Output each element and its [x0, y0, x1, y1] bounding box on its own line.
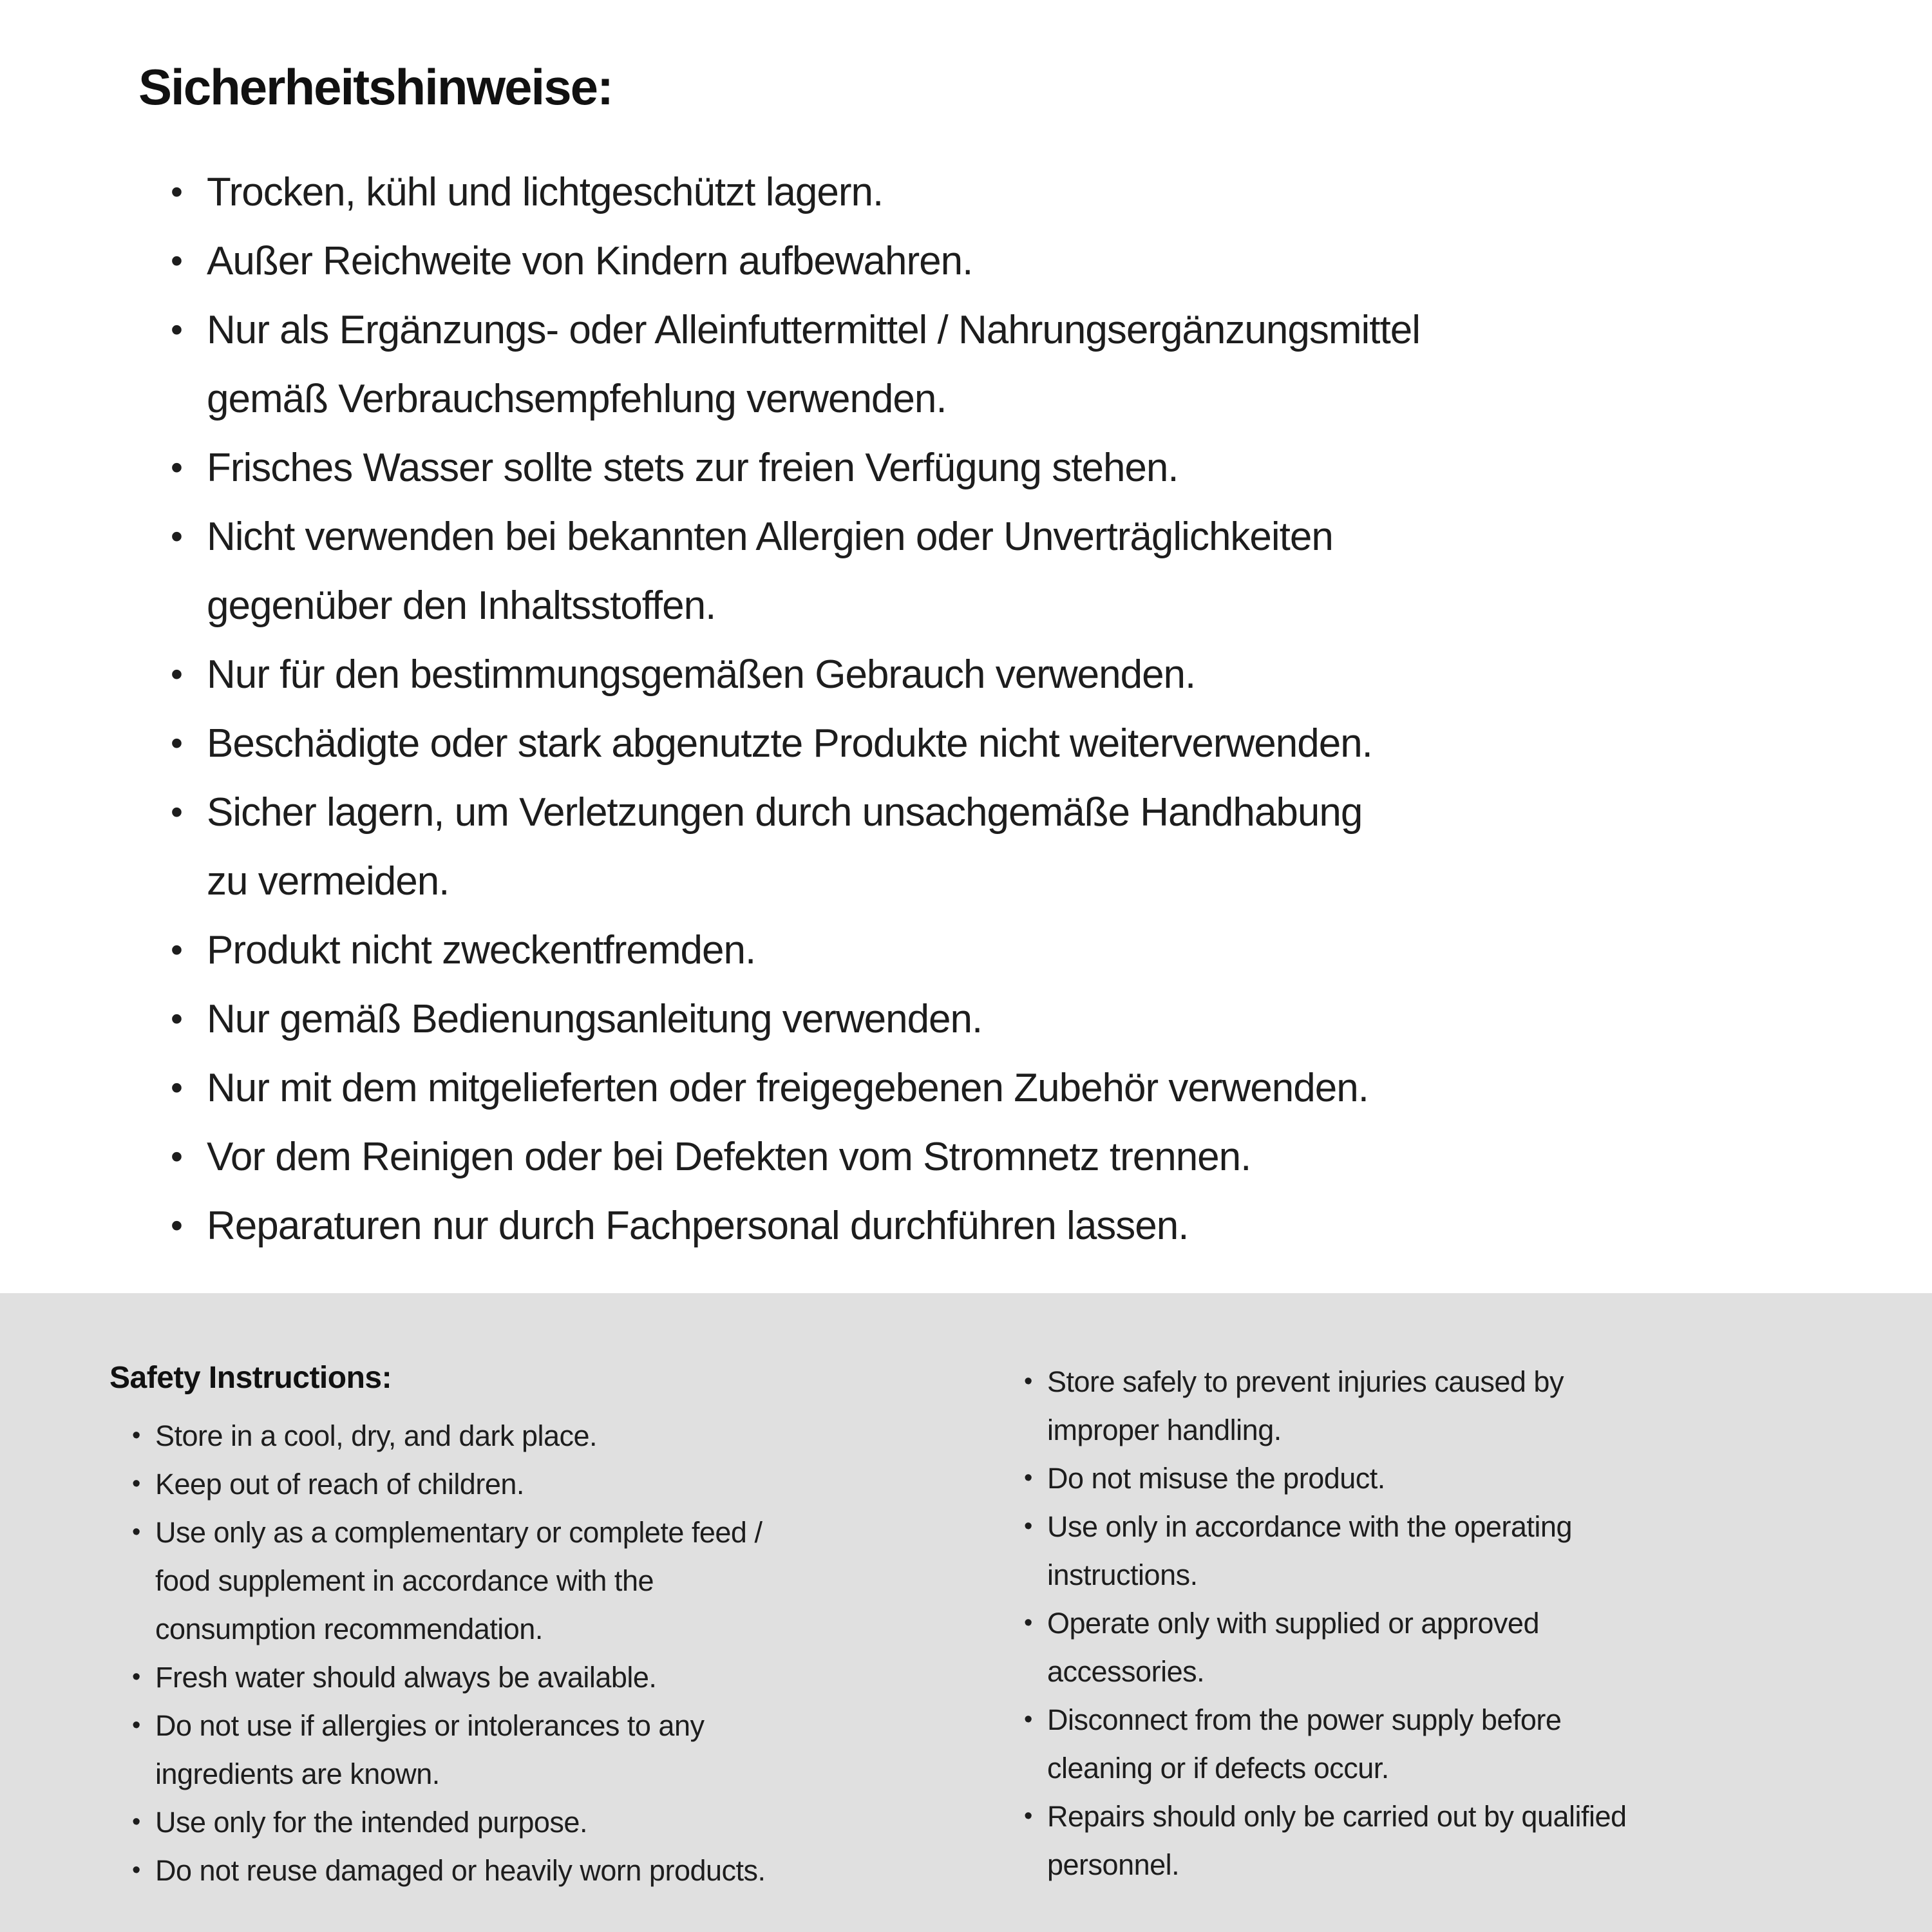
list-item-text: [1047, 1792, 1627, 1889]
list-item-text: [1047, 1696, 1561, 1792]
list-item: [171, 433, 1880, 502]
list-item: [171, 916, 1880, 985]
text-line: consumption recommendation.: [155, 1613, 543, 1645]
english-left-column: [109, 1358, 1024, 1932]
list-item-text: [207, 1191, 1189, 1260]
list-item-text: [155, 1653, 656, 1701]
list-item-text: [207, 1054, 1368, 1122]
bullet-marker-icon: •: [171, 724, 182, 762]
text-line: gemäß Verbrauchsempfehlung verwenden.: [207, 377, 947, 421]
bullet-marker-icon: •: [132, 1519, 140, 1546]
text-line: zu vermeiden.: [207, 859, 450, 904]
english-instructions-list-left: [132, 1412, 1024, 1895]
bullet-marker-icon: •: [171, 1068, 182, 1107]
text-line: Vor dem Reinigen oder bei Defekten vom Stromnetz trennen.: [207, 1135, 1251, 1179]
list-item: [132, 1460, 1024, 1508]
text-line: Außer Reichweite von Kindern aufbewahren.: [207, 239, 973, 283]
bullet-marker-icon: •: [171, 1137, 182, 1176]
text-line: cleaning or if defects occur.: [1047, 1752, 1389, 1785]
text-line: Sicher lagern, um Verletzungen durch unsachgemäße Handhabung: [207, 790, 1363, 835]
bullet-marker-icon: •: [1024, 1803, 1032, 1830]
list-item: [171, 296, 1880, 433]
text-line: improper handling.: [1047, 1414, 1282, 1446]
bullet-marker-icon: •: [132, 1663, 140, 1690]
list-item-text: [1047, 1502, 1572, 1599]
list-item: [171, 1054, 1880, 1122]
bullet-marker-icon: •: [171, 1206, 182, 1245]
list-item-text: [207, 916, 755, 985]
list-item-text: [155, 1846, 766, 1895]
list-item-text: [207, 778, 1362, 916]
list-item: [1024, 1696, 1893, 1792]
text-line: ingredients are known.: [155, 1757, 440, 1790]
list-item: [171, 227, 1880, 296]
bullet-marker-icon: •: [132, 1857, 140, 1884]
list-item: [171, 640, 1880, 709]
list-item-text: [207, 640, 1195, 709]
english-instructions-list-right: [1024, 1358, 1893, 1889]
german-instructions-list: [171, 158, 1880, 1260]
text-line: Use only as a complementary or complete feed /: [155, 1516, 762, 1549]
list-item-text: [207, 502, 1333, 640]
text-line: Use only for the intended purpose.: [155, 1806, 587, 1839]
bullet-marker-icon: •: [132, 1712, 140, 1739]
list-item-text: [155, 1412, 597, 1460]
bullet-marker-icon: •: [171, 448, 182, 487]
bullet-marker-icon: •: [171, 999, 182, 1038]
text-line: Do not reuse damaged or heavily worn products.: [155, 1854, 766, 1887]
text-line: Produkt nicht zweckentfremden.: [207, 928, 756, 972]
list-item: [132, 1412, 1024, 1460]
list-item-text: [155, 1798, 587, 1846]
list-item: [132, 1653, 1024, 1701]
list-item-text: [1047, 1599, 1539, 1696]
text-line: Nur als Ergänzungs- oder Alleinfuttermittel / Nahrungsergänzungsmittel: [207, 308, 1420, 352]
bullet-marker-icon: •: [132, 1470, 140, 1497]
list-item: [171, 709, 1880, 778]
list-item-text: [1047, 1454, 1385, 1502]
list-item-text: [155, 1460, 524, 1508]
text-line: Store safely to prevent injuries caused by: [1047, 1365, 1564, 1398]
bullet-marker-icon: •: [171, 793, 182, 831]
text-line: Trocken, kühl und lichtgeschützt lagern.: [207, 170, 884, 214]
german-section-title: Sicherheitshinweise:: [138, 59, 612, 115]
list-item-text: [207, 985, 982, 1054]
list-item-text: [155, 1508, 762, 1653]
english-section-panel: [0, 1293, 1932, 1932]
list-item: [132, 1701, 1024, 1798]
bullet-marker-icon: •: [132, 1808, 140, 1835]
list-item: [1024, 1454, 1893, 1502]
list-item: [171, 158, 1880, 227]
bullet-marker-icon: •: [171, 242, 182, 280]
english-section-title: Safety Instructions:: [109, 1361, 392, 1395]
text-line: Do not misuse the product.: [1047, 1462, 1385, 1495]
list-item-text: [155, 1701, 704, 1798]
list-item: [1024, 1599, 1893, 1696]
list-item: [1024, 1792, 1893, 1889]
text-line: Store in a cool, dry, and dark place.: [155, 1419, 598, 1452]
text-line: Reparaturen nur durch Fachpersonal durchführen lassen.: [207, 1204, 1189, 1248]
list-item: [171, 502, 1880, 640]
text-line: Nicht verwenden bei bekannten Allergien oder Unverträglichkeiten: [207, 515, 1333, 559]
bullet-marker-icon: •: [171, 517, 182, 556]
list-item: [1024, 1358, 1893, 1454]
bullet-marker-icon: •: [171, 310, 182, 349]
text-line: gegenüber den Inhaltsstoffen.: [207, 583, 716, 628]
list-item: [171, 778, 1880, 916]
text-line: Nur mit dem mitgelieferten oder freigegebenen Zubehör verwenden.: [207, 1066, 1368, 1110]
text-line: Use only in accordance with the operating: [1047, 1510, 1572, 1543]
text-line: Frisches Wasser sollte stets zur freien Verfügung stehen.: [207, 446, 1179, 490]
text-line: Operate only with supplied or approved: [1047, 1607, 1539, 1640]
bullet-marker-icon: •: [171, 655, 182, 694]
list-item: [132, 1508, 1024, 1653]
list-item-text: [207, 158, 883, 227]
english-right-column: [1024, 1358, 1893, 1932]
list-item: [1024, 1502, 1893, 1599]
bullet-marker-icon: •: [171, 173, 182, 211]
text-line: Do not use if allergies or intolerances to any: [155, 1709, 705, 1742]
bullet-marker-icon: •: [1024, 1706, 1032, 1733]
text-line: Keep out of reach of children.: [155, 1468, 524, 1501]
text-line: instructions.: [1047, 1558, 1198, 1591]
list-item: [171, 1191, 1880, 1260]
list-item: [171, 985, 1880, 1054]
text-line: food supplement in accordance with the: [155, 1564, 654, 1597]
text-line: Nur für den bestimmungsgemäßen Gebrauch verwenden.: [207, 652, 1196, 697]
bullet-marker-icon: •: [132, 1422, 140, 1449]
text-line: Beschädigte oder stark abgenutzte Produkte nicht weiterverwenden.: [207, 721, 1372, 766]
list-item: [132, 1846, 1024, 1895]
list-item: [132, 1798, 1024, 1846]
text-line: accessories.: [1047, 1655, 1205, 1688]
text-line: Fresh water should always be available.: [155, 1661, 657, 1694]
text-line: Repairs should only be carried out by qualified: [1047, 1800, 1627, 1833]
text-line: Disconnect from the power supply before: [1047, 1703, 1562, 1736]
bullet-marker-icon: •: [1024, 1609, 1032, 1636]
list-item-text: [1047, 1358, 1564, 1454]
bullet-marker-icon: •: [1024, 1368, 1032, 1395]
bullet-marker-icon: •: [1024, 1513, 1032, 1540]
text-line: personnel.: [1047, 1848, 1180, 1881]
bullet-marker-icon: •: [171, 931, 182, 969]
list-item-text: [207, 709, 1372, 778]
list-item-text: [207, 296, 1420, 433]
bullet-marker-icon: •: [1024, 1464, 1032, 1492]
list-item-text: [207, 1122, 1251, 1191]
list-item-text: [207, 227, 972, 296]
text-line: Nur gemäß Bedienungsanleitung verwenden.: [207, 997, 983, 1041]
list-item-text: [207, 433, 1179, 502]
list-item: [171, 1122, 1880, 1191]
